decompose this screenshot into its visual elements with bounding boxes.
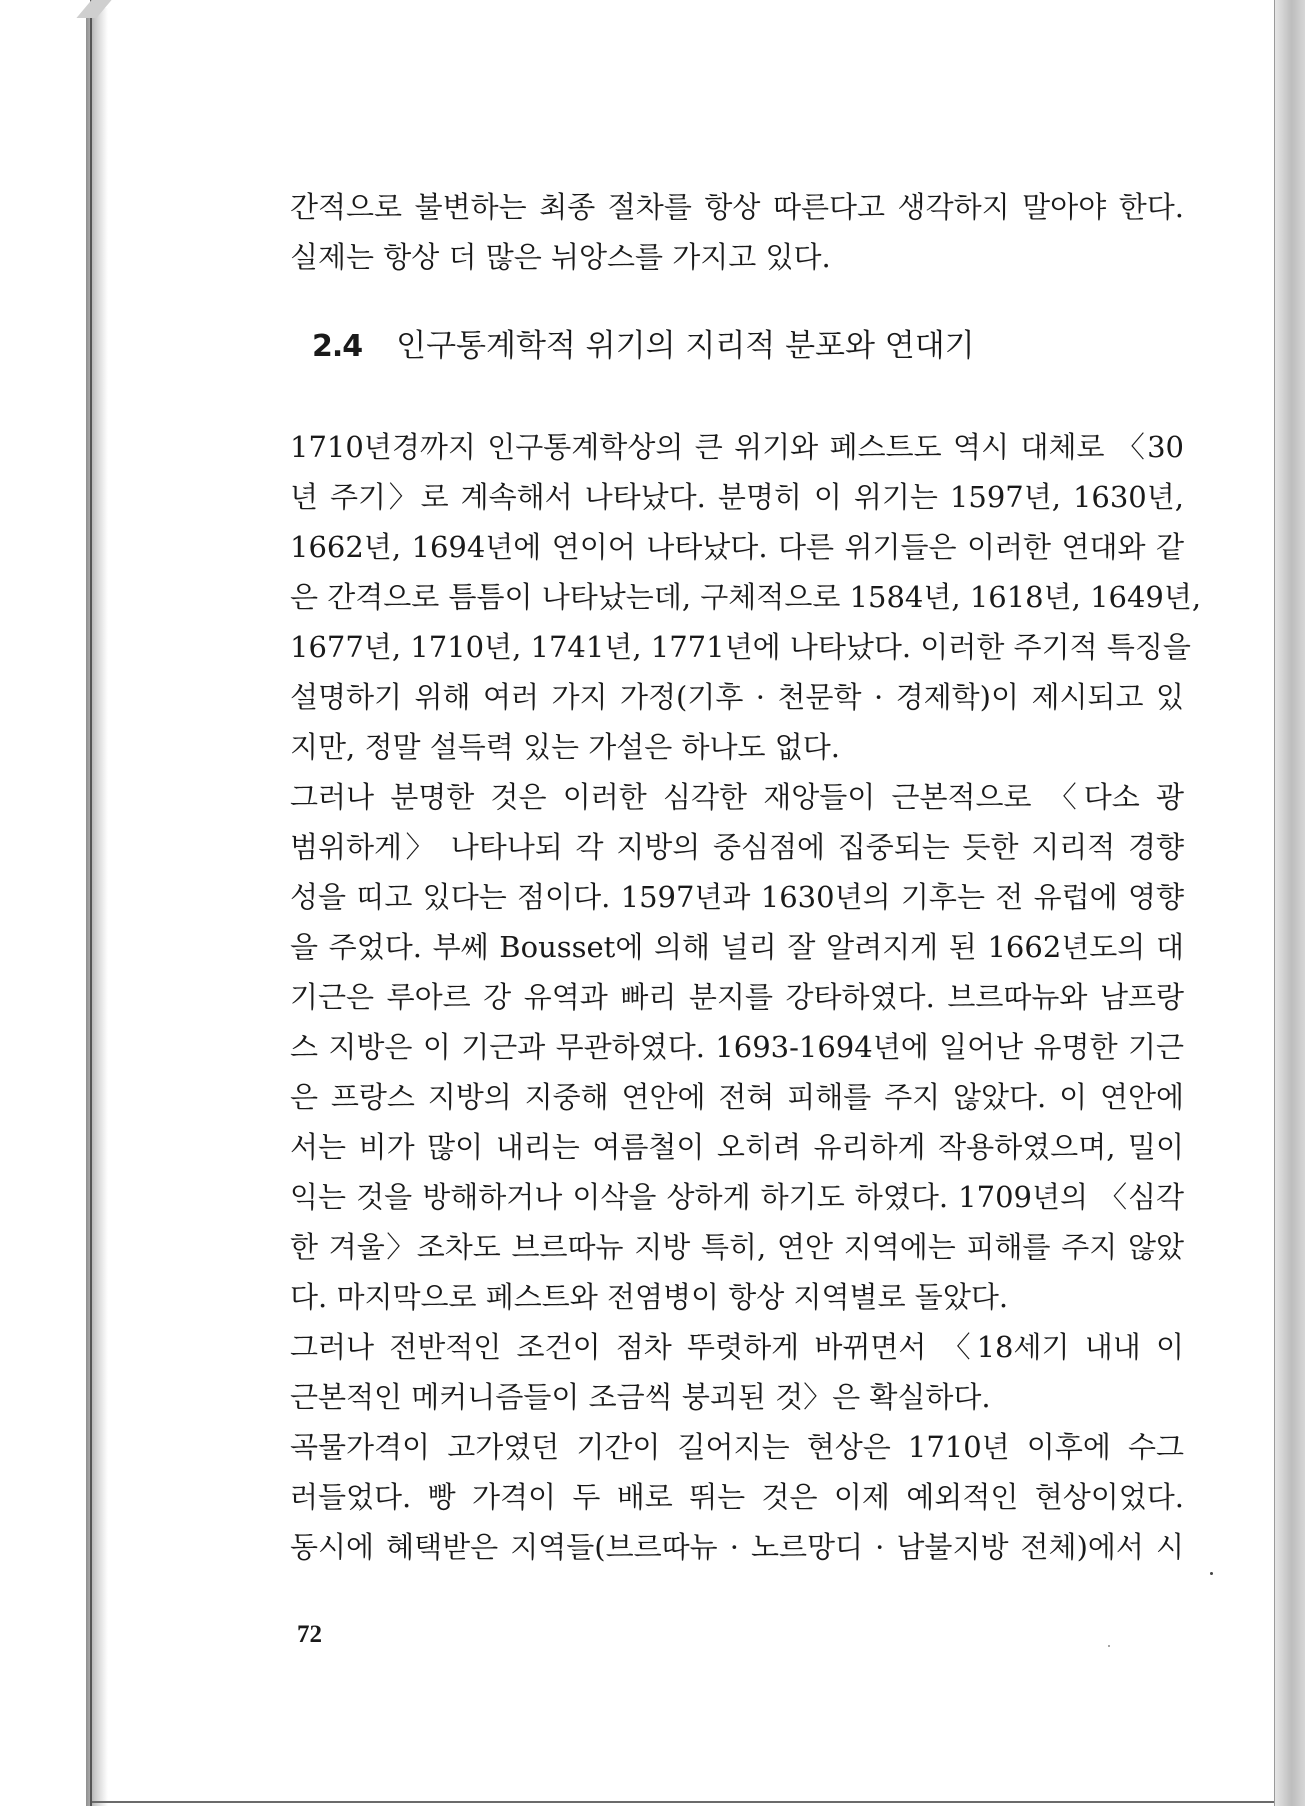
body-line: 1662년, 1694년에 연이어 나타났다. 다른 위기들은 이러한 연대와 같: [290, 530, 1184, 564]
scan-speck: [1210, 1572, 1213, 1575]
body-line: 다. 마지막으로 페스트와 전염병이 항상 지역별로 돌았다.: [290, 1280, 1009, 1314]
body-line: 지만, 정말 설득력 있는 가설은 하나도 없다.: [290, 730, 840, 764]
body-line: 근본적인 메커니즘들이 조금씩 붕괴된 것〉은 확실하다.: [290, 1380, 991, 1414]
body-line: 스 지방은 이 기근과 무관하였다. 1693-1694년에 일어난 유명한 기근: [290, 1030, 1184, 1064]
body-line: 그러나 전반적인 조건이 점차 뚜렷하게 바뀌면서 〈18세기 내내 이: [290, 1330, 1184, 1364]
body-line: 은 간격으로 틈틈이 나타났는데, 구체적으로 1584년, 1618년, 1649년,: [290, 580, 1202, 614]
body-line: 년 주기〉로 계속해서 나타났다. 분명히 이 위기는 1597년, 1630년,: [290, 480, 1184, 514]
body-line: 곡물가격이 고가였던 기간이 길어지는 현상은 1710년 이후에 수그: [290, 1430, 1184, 1464]
intro-paragraph: [290, 182, 1184, 282]
body-line: 성을 띠고 있다는 점이다. 1597년과 1630년의 기후는 전 유럽에 영향: [290, 880, 1184, 914]
body-line: 설명하기 위해 여러 가지 가정(기후 · 천문학 · 경제학)이 제시되고 있: [290, 680, 1184, 714]
bottom-edge: [92, 1801, 1274, 1803]
scan-speck: [1108, 1645, 1110, 1647]
body-line: 기근은 루아르 강 유역과 빠리 분지를 강타하였다. 브르따뉴와 남프랑: [290, 980, 1184, 1014]
body-line: 범위하게〉 나타나되 각 지방의 중심점에 집중되는 듯한 지리적 경향: [290, 830, 1184, 864]
intro-line: 실제는 항상 더 많은 뉘앙스를 가지고 있다.: [290, 240, 831, 274]
body-line: 1677년, 1710년, 1741년, 1771년에 나타났다. 이러한 주기적 특징을: [290, 630, 1191, 664]
body-line: 서는 비가 많이 내리는 여름철이 오히려 유리하게 작용하였으며, 밀이: [290, 1130, 1184, 1164]
section-number: 2.4: [312, 329, 363, 364]
body-line: 을 주었다. 부쎄 Bousset에 의해 널리 잘 알려지게 된 1662년도의 대: [290, 930, 1184, 964]
section-heading: [312, 320, 975, 365]
body-line: 한 겨울〉조차도 브르따뉴 지방 특히, 연안 지역에는 피해를 주지 않았: [290, 1230, 1184, 1264]
binding-edge: [90, 0, 92, 1806]
section-title: 인구통계학적 위기의 지리적 분포와 연대기: [396, 328, 975, 364]
body-line: 그러나 분명한 것은 이러한 심각한 재앙들이 근본적으로 〈다소 광: [290, 780, 1184, 814]
body-line: 러들었다. 빵 가격이 두 배로 뛰는 것은 이제 예외적인 현상이었다.: [290, 1480, 1184, 1514]
intro-line: 간적으로 불변하는 최종 절차를 항상 따른다고 생각하지 말아야 한다.: [290, 190, 1184, 224]
body-text: [290, 422, 1202, 1572]
page-number: 72: [297, 1621, 322, 1648]
body-line: 은 프랑스 지방의 지중해 연안에 전혀 피해를 주지 않았다. 이 연안에: [290, 1080, 1184, 1114]
body-line: 익는 것을 방해하거나 이삭을 상하게 하기도 하였다. 1709년의 〈심각: [290, 1180, 1184, 1214]
page-curl: [1275, 0, 1305, 1806]
body-line: 동시에 혜택받은 지역들(브르따뉴 · 노르망디 · 남불지방 전체)에서 시: [290, 1530, 1184, 1564]
body-line: 1710년경까지 인구통계학상의 큰 위기와 페스트도 역시 대체로 〈30: [290, 430, 1184, 464]
